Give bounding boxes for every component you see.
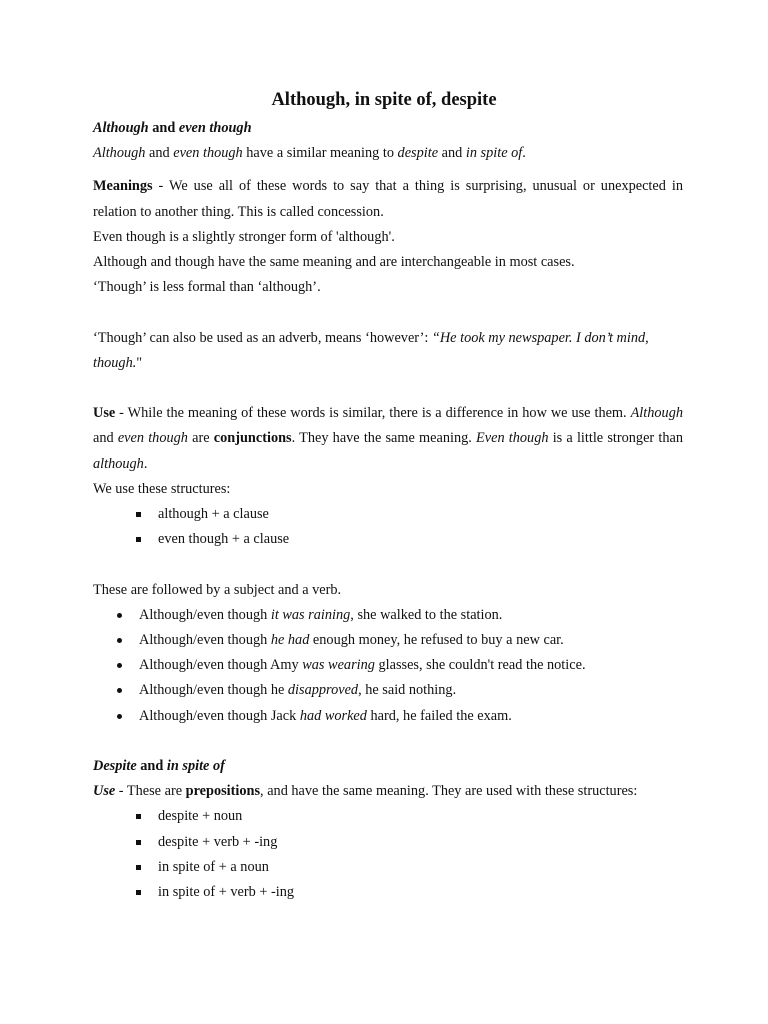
list-item: Although/even though he had enough money, he refused to buy a new car. [93,628,683,653]
page-title: Although, in spite of, despite [271,90,497,110]
list-item: Although/even though it was raining, she walked to the station. [93,603,683,628]
round-bullet-icon [117,688,122,693]
round-bullet-icon [117,613,122,618]
example-list [93,603,683,729]
formal-line: ‘Though’ is less formal than ‘although’. [93,279,321,296]
section-heading-although: Although and even though [93,120,252,136]
square-bullet-icon [136,537,141,542]
list-item: even though + a clause [93,527,683,552]
square-bullet-icon [136,814,141,819]
list-item: although + a clause [93,502,683,527]
structure-list [93,502,683,552]
list-item: Although/even though Jack had worked hard, he failed the exam. [93,704,683,729]
round-bullet-icon [117,663,122,668]
even-though-line: Even though is a slightly stronger form of 'although'. [93,228,395,245]
round-bullet-icon [117,638,122,643]
followed-line: These are followed by a subject and a verb. [93,581,342,598]
though-line: Although and though have the same meaning and are interchangeable in most cases. [93,254,575,271]
use-paragraph: Use - While the meaning of these words is similar, there is a difference in how we use them. Although and even though are conjunctions. They have the same meaning. Even though is a little stronger than although. [93,405,683,472]
section-heading-despite: Despite and in spite of [93,758,225,775]
square-bullet-icon [136,512,141,517]
round-bullet-icon [117,714,122,719]
document-body [93,116,683,905]
meanings-paragraph: Meanings - We use all of these words to say that a thing is surprising, unusual or unexpected in relation to another thing. This is called concession. [93,178,683,220]
structures-intro: We use these structures: [93,480,231,497]
list-item: despite + noun [93,804,683,829]
intro-paragraph: Although and even though have a similar meaning to despite and in spite of. [93,145,526,162]
use-paragraph-despite: Use - These are prepositions, and have the same meaning. They are used with these structures: [93,783,638,800]
square-bullet-icon [136,890,141,895]
list-item: Although/even though Amy was wearing glasses, she couldn't read the notice. [93,653,683,678]
list-item: Although/even though he disapproved, he said nothing. [93,678,683,703]
list-item: despite + verb + -ing [93,830,683,855]
list-item: in spite of + verb + -ing [93,880,683,905]
square-bullet-icon [136,865,141,870]
structure-list-despite [93,804,683,905]
adverb-paragraph: ‘Though’ can also be used as an adverb, means ‘however’: “He took my newspaper. I don’t mind, though." [93,329,649,371]
square-bullet-icon [136,840,141,845]
list-item: in spite of + a noun [93,855,683,880]
